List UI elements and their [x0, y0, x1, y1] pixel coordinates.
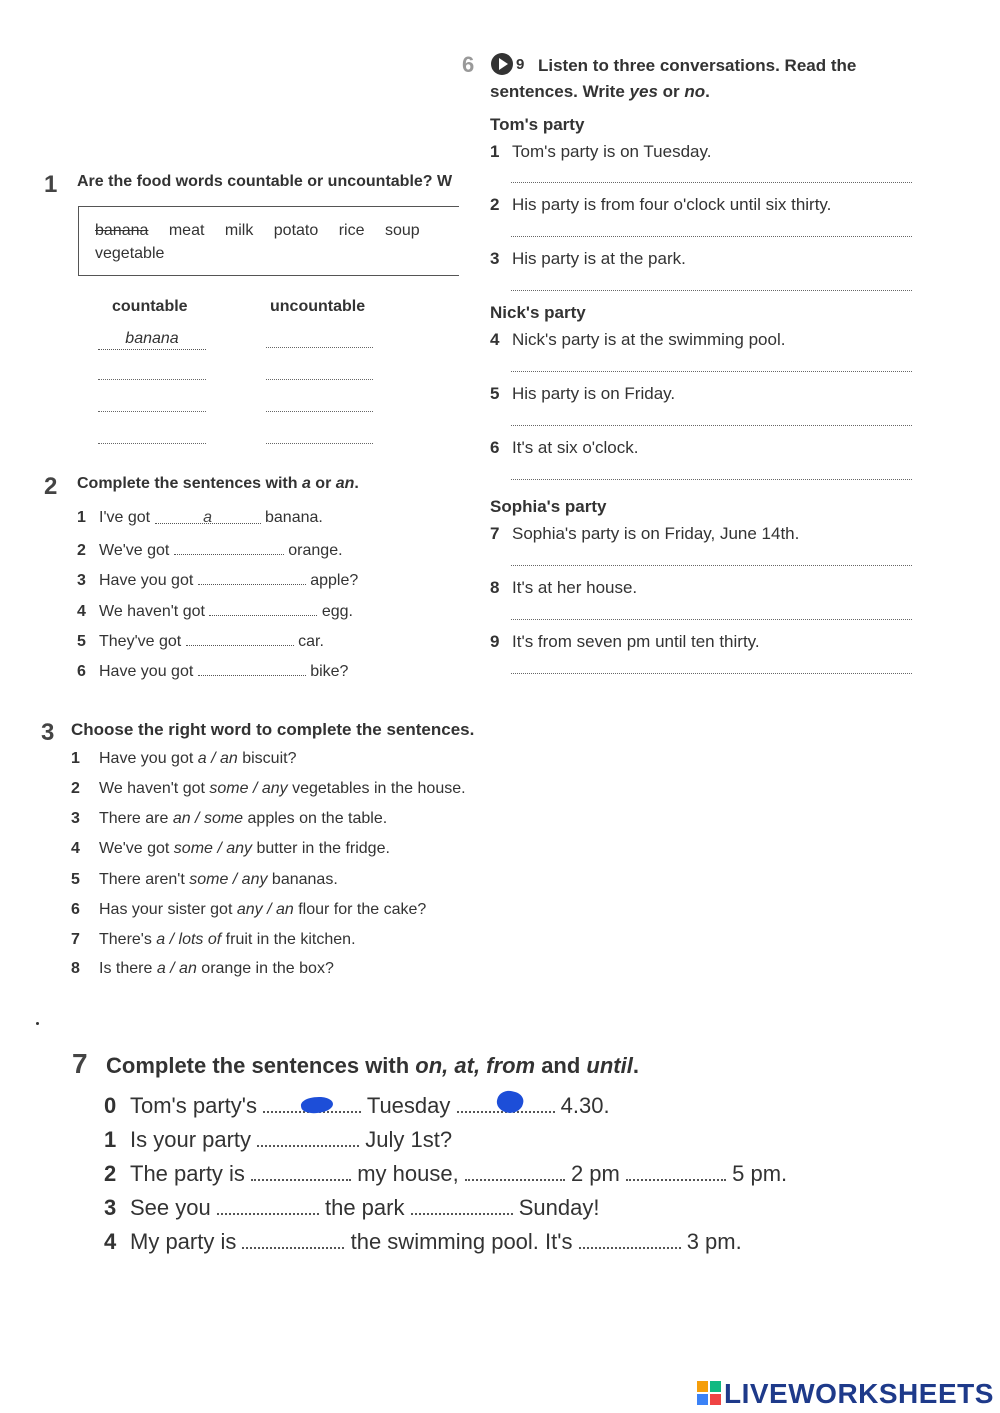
ex2-answer-4[interactable]: [209, 601, 317, 616]
ex6-item-4: 4 Nick's party is at the swimming pool.: [490, 330, 786, 349]
uncountable-answer-1[interactable]: [266, 347, 373, 348]
ex3-options-7[interactable]: a / lots of: [156, 931, 222, 948]
ex2-item-3: 3 Have you got apple?: [77, 572, 359, 589]
ex3-options-2[interactable]: some / any: [209, 780, 288, 797]
ex6-title-line2: sentences. Write yes or no.: [490, 82, 710, 101]
countable-answer-4[interactable]: [98, 443, 206, 444]
track-number: 9: [516, 56, 525, 73]
scribble-mark: [494, 1088, 525, 1116]
ex7-item-4: 4 My party is the swimming pool. It's 3 pm.: [104, 1229, 742, 1254]
countable-answer-1[interactable]: banana: [98, 330, 206, 350]
ex3-options-1[interactable]: a / an: [197, 750, 238, 767]
ex7-answer-0b[interactable]: [457, 1095, 555, 1113]
ex3-item-6: 6 Has your sister got any / an flour for the cake?: [71, 901, 427, 918]
ex7-answer-0a[interactable]: [263, 1095, 361, 1113]
ex2-item-4: 4 We haven't got egg.: [77, 603, 353, 620]
word-vegetable: vegetable: [95, 245, 165, 262]
ex2-item-6: 6 Have you got bike?: [77, 663, 349, 680]
ex2-answer-1[interactable]: a: [155, 509, 261, 524]
word-banana: banana: [95, 222, 149, 239]
ex2-item-1: 1 I've got a banana.: [77, 509, 323, 526]
ex7-item-3: 3 See you the park Sunday!: [104, 1195, 600, 1220]
ex7-title: Complete the sentences with on, at, from and until.: [106, 1053, 639, 1078]
liveworksheets-brand[interactable]: LIVEWORKSHEETS: [724, 1378, 994, 1409]
ex2-answer-2[interactable]: [174, 540, 284, 555]
ex6-item-2: 2 His party is from four o'clock until six thirty.: [490, 195, 832, 214]
sophias-party-heading: Sophia's party: [490, 497, 607, 516]
ex1-number: 1: [44, 171, 58, 198]
ex6-answer-6[interactable]: [511, 479, 912, 480]
ex1-title: Are the food words countable or uncountable? W: [77, 173, 453, 190]
ex6-answer-7[interactable]: [511, 565, 912, 566]
uncountable-answer-4[interactable]: [266, 443, 373, 444]
ex2-answer-5[interactable]: [186, 631, 294, 646]
ex7-item-1: 1 Is your party July 1st?: [104, 1127, 453, 1152]
ex6-item-9: 9 It's from seven pm until ten thirty.: [490, 632, 760, 651]
stray-dot: [36, 1022, 39, 1025]
ex7-answer-4a[interactable]: [242, 1231, 344, 1249]
ex3-title: Choose the right word to complete the sentences.: [71, 720, 475, 739]
ex6-item-3: 3 His party is at the park.: [490, 249, 686, 268]
ex3-options-4[interactable]: some / any: [173, 840, 253, 857]
countable-answer-3[interactable]: [98, 411, 206, 412]
toms-party-heading: Tom's party: [490, 115, 585, 134]
word-meat: meat: [168, 222, 205, 239]
ex6-answer-5[interactable]: [511, 425, 912, 426]
word-potato: potato: [273, 222, 319, 239]
ex3-options-5[interactable]: some / any: [189, 871, 268, 888]
word-milk: milk: [224, 222, 254, 239]
col-uncountable: uncountable: [270, 298, 366, 315]
ex6-item-1: 1 Tom's party is on Tuesday.: [490, 142, 712, 161]
ex6-answer-8[interactable]: [511, 619, 912, 620]
ex3-options-3[interactable]: an / some: [172, 810, 244, 827]
word-soup: soup: [384, 222, 420, 239]
ex6-item-5: 5 His party is on Friday.: [490, 384, 676, 403]
ex2-answer-6[interactable]: [198, 661, 306, 676]
ex2-title: Complete the sentences with a or an.: [77, 475, 359, 492]
ex6-item-6: 6 It's at six o'clock.: [490, 438, 639, 457]
ex7-item-2: 2 The party is my house, 2 pm 5 pm.: [104, 1161, 788, 1186]
col-countable: countable: [112, 298, 188, 315]
ex3-options-6[interactable]: any / an: [236, 901, 294, 918]
ex3-item-5: 5 There aren't some / any bananas.: [71, 871, 338, 888]
ex6-item-7: 7 Sophia's party is on Friday, June 14th.: [490, 524, 800, 543]
ex3-item-1: 1 Have you got a / an biscuit?: [71, 750, 297, 767]
countable-answer-2[interactable]: [98, 379, 206, 380]
ex6-answer-4[interactable]: [511, 371, 912, 372]
ex3-number: 3: [41, 719, 55, 746]
ex3-options-8[interactable]: a / an: [156, 960, 197, 977]
ex2-number: 2: [44, 473, 58, 500]
ex6-answer-3[interactable]: [511, 290, 912, 291]
ex7-answer-2b[interactable]: [465, 1163, 565, 1181]
liveworksheets-logo-icon: [697, 1381, 721, 1405]
word-rice: rice: [338, 222, 365, 239]
uncountable-answer-3[interactable]: [266, 411, 373, 412]
nicks-party-heading: Nick's party: [490, 303, 586, 322]
ex6-item-8: 8 It's at her house.: [490, 578, 638, 597]
ex3-item-8: 8 Is there a / an orange in the box?: [71, 960, 334, 977]
ex6-answer-2[interactable]: [511, 236, 912, 237]
ex3-item-2: 2 We haven't got some / any vegetables in the house.: [71, 780, 466, 797]
ex7-answer-3a[interactable]: [217, 1197, 319, 1215]
scribble-mark: [300, 1095, 334, 1115]
word-box: [78, 206, 459, 276]
ex6-title-line1: Listen to three conversations. Read the: [538, 56, 857, 75]
ex7-item-0: 0 Tom's party's Tuesday 4.30.: [104, 1093, 610, 1119]
ex7-answer-2c[interactable]: [626, 1163, 726, 1181]
ex6-number: 6: [462, 52, 475, 77]
ex6-answer-9[interactable]: [511, 673, 912, 674]
ex7-number: 7: [72, 1048, 88, 1079]
ex6-answer-1[interactable]: [511, 182, 912, 183]
play-audio-icon[interactable]: [490, 52, 514, 76]
ex3-item-7: 7 There's a / lots of fruit in the kitchen.: [71, 931, 356, 948]
ex3-item-3: 3 There are an / some apples on the table.: [71, 810, 388, 827]
ex7-answer-4b[interactable]: [579, 1231, 681, 1249]
ex2-item-2: 2 We've got orange.: [77, 542, 343, 559]
ex7-answer-2a[interactable]: [251, 1163, 351, 1181]
ex3-item-4: 4 We've got some / any butter in the fridge.: [71, 840, 390, 857]
ex2-answer-3[interactable]: [198, 570, 306, 585]
ex7-answer-1a[interactable]: [257, 1129, 359, 1147]
uncountable-answer-2[interactable]: [266, 379, 373, 380]
ex2-item-5: 5 They've got car.: [77, 633, 324, 650]
ex7-answer-3b[interactable]: [411, 1197, 513, 1215]
